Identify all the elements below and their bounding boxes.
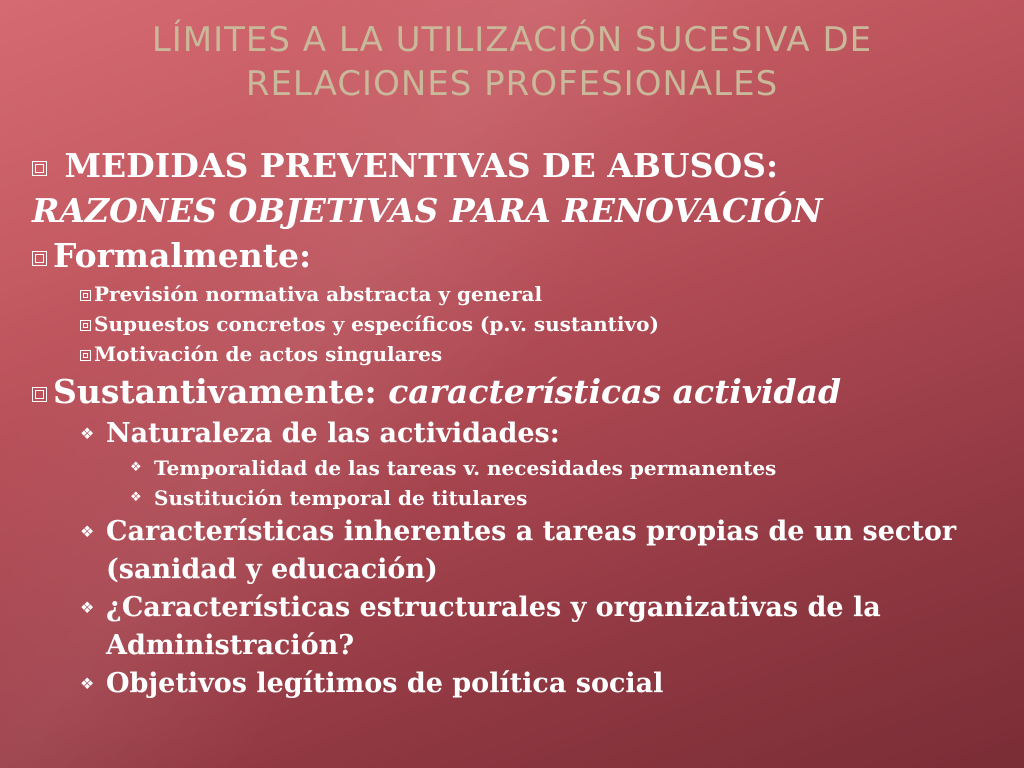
diamond-bullet-icon: ❖ [80,424,95,443]
square-bullet-icon [80,320,91,331]
heading-medidas: MEDIDAS PREVENTIVAS DE ABUSOS: [32,143,1012,188]
title-line-1: LÍMITES A LA UTILIZACIÓN SUCESIVA DE [151,20,873,60]
diamond-bullet-icon: ❖ [80,674,95,693]
diamond-bullet-icon: ❖ [80,598,95,617]
diamond-bullet-icon: ❖ [80,522,95,541]
list-item: ❖ Sustitución temporal de titulares [32,483,1012,513]
heading-razones: RAZONES OBJETIVAS PARA RENOVACIÓN [32,191,823,230]
formal-label: Formalmente: [32,233,1012,279]
diamond-bullet-icon: ❖ [130,490,142,505]
list-item: ❖ ¿Características estructurales y organizativas de la Administración? [32,589,1012,665]
list-item: ❖ Objetivos legítimos de política social [32,665,1012,703]
sustantive-label: Sustantivamente: características actividad [32,369,1012,415]
square-bullet-icon [80,350,91,361]
diamond-bullet-icon: ❖ [130,460,142,475]
square-bullet-icon [32,251,47,266]
list-item: ❖ Naturaleza de las actividades: [32,415,1012,453]
slide-content [32,143,1012,703]
slide-title [0,18,1024,106]
square-bullet-icon [80,290,91,301]
list-item: ❖ Características inherentes a tareas propias de un sector (sanidad y educación) [32,513,1012,589]
list-item: ❖ Temporalidad de las tareas v. necesidades permanentes [32,453,1012,483]
square-bullet-icon [32,387,47,402]
title-line-2: RELACIONES PROFESIONALES [245,64,779,104]
list-item: Motivación de actos singulares [32,339,1012,369]
list-item: Supuestos concretos y específicos (p.v. sustantivo) [32,309,1012,339]
list-item: Previsión normativa abstracta y general [32,279,1012,309]
square-bullet-icon [32,161,47,176]
